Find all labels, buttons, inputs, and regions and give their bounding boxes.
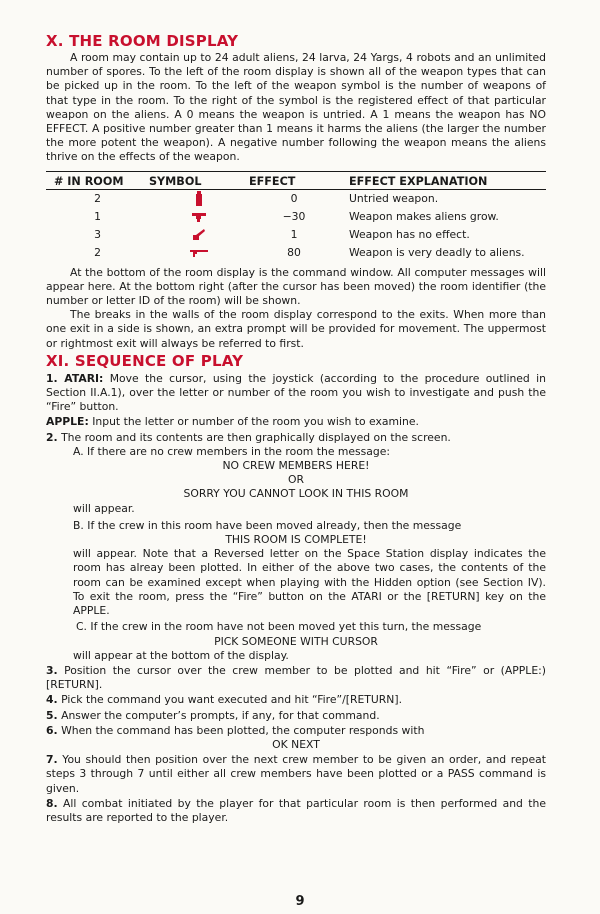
- col-header-symbol: SYMBOL: [149, 171, 249, 189]
- step-1-text: Move the cursor, using the joystick (according to the procedure outlined in Section II.A.1), over the letter or number of the room you wish to investigate and push the “Fire” button.: [46, 371, 546, 414]
- col-header-explanation: EFFECT EXPLANATION: [339, 171, 546, 189]
- red-tool-icon: [193, 229, 205, 241]
- count-cell: 1: [94, 210, 101, 224]
- weapon-table: [46, 171, 546, 262]
- msg-pick-someone: PICK SOMEONE WITH CURSOR: [214, 634, 378, 648]
- room-display-paragraph: A room may contain up to 24 adult aliens, 24 larva, 24 Yargs, 4 robots and an unlimited number of spores. To the left of the room display is shown all of the weapon types that can be picked up in the room. To the left of the weapon symbol is the number of weapons of that type in the room. To the right of the symbol is the registered effect of that particular weapon on the aliens. A 0 means the weapon is untried. A 1 means the weapon has NO EFFECT. A positive number greater than 1 means it harms the aliens (the larger the number the more potent the weapon). A negative number following the weapon means the aliens thrive on the effects of the weapon.: [46, 51, 546, 164]
- step-3: [46, 664, 546, 692]
- table-row: [46, 208, 546, 226]
- apple-label: APPLE:: [46, 415, 89, 429]
- section-10-heading: X. THE ROOM DISPLAY: [46, 32, 239, 50]
- effect-cell: 80: [287, 246, 301, 260]
- step-3-text: Position the cursor over the crew member to be plotted and hit “Fire” or (APPLE:) [RETURN].: [46, 663, 546, 692]
- msg-room-complete: THIS ROOM IS COMPLETE!: [225, 533, 367, 547]
- page-content: [46, 32, 546, 825]
- explanation-cell: Weapon is very deadly to aliens.: [349, 246, 525, 260]
- step-6: [46, 724, 546, 738]
- msg-sorry: SORRY YOU CANNOT LOOK IN THIS ROOM: [183, 487, 409, 501]
- step-5-text: Answer the computer’s prompts, if any, for that command.: [61, 708, 380, 722]
- step-2-text: The room and its contents are then graphically displayed on the screen.: [61, 430, 451, 444]
- col-header-effect: EFFECT: [249, 171, 339, 189]
- step-5-label: 5.: [46, 708, 58, 722]
- count-cell: 2: [94, 246, 101, 260]
- effect-cell: −30: [282, 210, 306, 224]
- step-5: [46, 709, 546, 723]
- case-a-text: A. If there are no crew members in the room the message:: [73, 444, 391, 458]
- command-window-paragraph: At the bottom of the room display is the command window. All computer messages will appear here. At the bottom right (after the cursor has been moved) the room identifier (the number or letter ID of the room) will be shown.: [46, 265, 546, 308]
- step-apple: [46, 415, 546, 429]
- case-b-text: B. If the crew in this room have been moved already, then the message: [73, 518, 462, 532]
- step-6-text: When the command has been plotted, the computer responds with: [61, 723, 425, 737]
- step-2: [46, 431, 546, 445]
- apple-text: Input the letter or number of the room you wish to examine.: [92, 415, 419, 429]
- step-7: [46, 753, 546, 796]
- msg-or: OR: [287, 473, 304, 487]
- step-6-label: 6.: [46, 723, 58, 737]
- msg-no-crew: NO CREW MEMBERS HERE!: [222, 459, 370, 473]
- step-3-label: 3.: [46, 663, 58, 677]
- step-7-text: You should then position over the next crew member to be given an order, and repeat steps 3 through 7 until either all crew members have been plotted or a PASS command is given.: [46, 753, 546, 795]
- case-a-appear: will appear.: [73, 501, 135, 515]
- exits-paragraph: The breaks in the walls of the room display correspond to the exits. When more than one exit in a side is shown, an extra prompt will be provided for movement. The uppermost or rightmost exit will always be referred to first.: [46, 308, 546, 350]
- table-row: [46, 244, 546, 262]
- case-c-text: C. If the crew in the room have not been moved yet this turn, the message: [76, 620, 482, 634]
- step-1: [46, 372, 546, 415]
- explanation-cell: Weapon makes aliens grow.: [349, 210, 499, 224]
- case-c-after: will appear at the bottom of the display.: [73, 648, 289, 662]
- case-b-after: will appear. Note that a Reversed letter on the Space Station display indicates the room has alreay been plotted. In either of the above two cases, the contents of the room can be examined except when playing with the Hidden option (see Section IV). To exit the room, press the “Fire” button on the ATARI or the [RETURN] key on the APPLE.: [73, 547, 546, 618]
- red-rifle-icon: [190, 249, 208, 257]
- red-gun-icon: [192, 212, 206, 222]
- step-8-label: 8.: [46, 796, 58, 810]
- page-number: 9: [295, 894, 305, 909]
- explanation-cell: Untried weapon.: [349, 192, 439, 206]
- effect-cell: 0: [290, 192, 298, 206]
- step-7-label: 7.: [46, 753, 58, 767]
- step-8: [46, 797, 546, 825]
- effect-cell: 1: [290, 228, 298, 242]
- step-4-text: Pick the command you want executed and hit “Fire”/[RETURN].: [61, 693, 403, 707]
- step-4-label: 4.: [46, 693, 58, 707]
- red-vial-icon: [194, 191, 204, 207]
- step-1-label: 1. ATARI:: [46, 371, 104, 385]
- section-11-heading: XI. SEQUENCE OF PLAY: [46, 351, 244, 370]
- table-row: [46, 226, 546, 244]
- msg-ok-next: OK NEXT: [272, 737, 320, 751]
- step-4: [46, 693, 546, 707]
- explanation-cell: Weapon has no effect.: [349, 228, 470, 242]
- count-cell: 3: [94, 228, 101, 242]
- step-2-label: 2.: [46, 430, 58, 444]
- count-cell: 2: [94, 192, 101, 206]
- table-row: [46, 189, 546, 208]
- step-8-text: All combat initiated by the player for that particular room is then performed and the results are reported to the player.: [46, 796, 546, 824]
- col-header-count: # IN ROOM: [46, 171, 149, 189]
